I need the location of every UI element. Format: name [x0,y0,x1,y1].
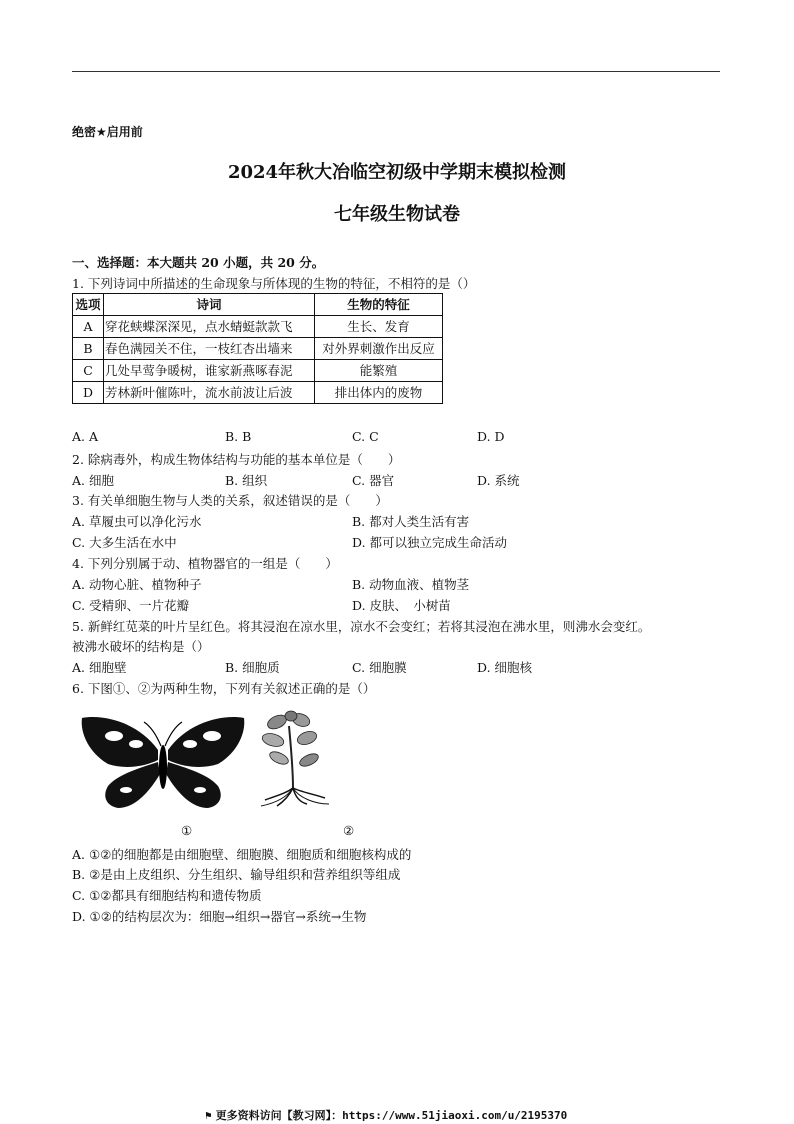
q3-option-d: D. 都可以独立完成生命活动 [352,535,508,550]
question-5-stem: 5. 新鲜红苋菜的叶片呈红色。将其浸泡在凉水里，凉水不会变红；若将其浸泡在沸水里，则沸水会变红。 [72,619,651,634]
q5-option-b: B. 细胞质 [225,660,280,675]
table-header: 选项 [73,294,104,316]
table-cell: 排出体内的废物 [315,382,443,404]
q1-option-b: B. B [225,429,252,444]
q3-option-b: B. 都对人类生活有害 [352,514,470,529]
table-cell: 春色满园关不住，一枝红杏出墙来 [104,338,315,360]
question-1-stem: 1. 下列诗词中所描述的生命现象与所体现的生物的特征，不相符的是（） [72,276,476,291]
q5-option-a: A. 细胞壁 [72,660,127,675]
q2-option-a: A. 细胞 [72,473,114,488]
question-6-stem: 6. 下图①、②为两种生物，下列有关叙述正确的是（） [72,681,376,696]
question-5-stem-cont: 被沸水破坏的结构是（） [72,639,210,654]
table-header: 诗词 [104,294,315,316]
q6-option-b: B. ②是由上皮组织、分生组织、输导组织和营养组织等组成 [72,867,401,882]
q5-option-d: D. 细胞核 [477,660,533,675]
table-cell: A [73,316,104,338]
flag-icon: ⚑ [205,1109,212,1122]
footer-text: 更多资料访问【教习网】：https://www.51jiaoxi.com/u/2195370 [215,1109,568,1122]
q6-option-a: A. ①②的细胞都是由细胞壁、细胞膜、细胞质和细胞核构成的 [72,847,412,862]
butterfly-illustration [78,712,248,812]
question-3-stem: 3. 有关单细胞生物与人类的关系，叙述错误的是（ ） [72,493,388,508]
section-heading: 一、选择题：本大题共 20 小题，共 20 分。 [72,255,325,270]
question-1-table [72,293,443,404]
q1-option-c: C. C [352,429,379,444]
q4-option-a: A. 动物心脏、植物种子 [72,577,202,592]
q4-option-d: D. 皮肤、 小树苗 [352,598,451,613]
exam-title: 2024年秋大冶临空初级中学期末模拟检测 [227,162,567,183]
table-row [73,360,443,382]
q4-option-c: C. 受精卵、一片花瓣 [72,598,190,613]
exam-subtitle: 七年级生物试卷 [334,204,460,225]
header-rule [72,71,720,72]
table-cell: 生长、发育 [315,316,443,338]
q2-option-b: B. 组织 [225,473,268,488]
table-cell: 芳林新叶催陈叶，流水前波让后波 [104,382,315,404]
q2-option-d: D. 系统 [477,473,520,488]
table-cell: D [73,382,104,404]
q4-option-b: B. 动物血液、植物茎 [352,577,470,592]
plant-illustration [255,708,335,808]
table-header: 生物的特征 [315,294,443,316]
question-2-stem: 2. 除病毒外，构成生物体结构与功能的基本单位是（ ） [72,452,401,467]
table-cell: 几处早莺争暖树，谁家新燕啄春泥 [104,360,315,382]
table-cell: 对外界刺激作出反应 [315,338,443,360]
q5-option-c: C. 细胞膜 [352,660,407,675]
question-4-stem: 4. 下列分别属于动、植物器官的一组是（ ） [72,556,338,571]
table-row [73,316,443,338]
figure-label-2: ② [343,823,355,838]
table-cell: B [73,338,104,360]
q6-option-d: D. ①②的结构层次为：细胞→组织→器官→系统→生物 [72,909,367,924]
q2-option-c: C. 器官 [352,473,395,488]
confidential-mark: 绝密★启用前 [72,125,143,139]
q3-option-a: A. 草履虫可以净化污水 [72,514,202,529]
q6-option-c: C. ①②都具有细胞结构和遗传物质 [72,888,262,903]
footer-link[interactable] [205,1107,567,1123]
table-header-row [73,294,443,316]
figure-label-1: ① [181,823,193,838]
q3-option-c: C. 大多生活在水中 [72,535,177,550]
table-row [73,382,443,404]
q1-option-a: A. A [72,429,99,444]
table-row [73,338,443,360]
q1-option-d: D. D [477,429,505,444]
table-cell: C [73,360,104,382]
table-cell: 穿花蛱蝶深深见，点水蜻蜓款款飞 [104,316,315,338]
table-cell: 能繁殖 [315,360,443,382]
